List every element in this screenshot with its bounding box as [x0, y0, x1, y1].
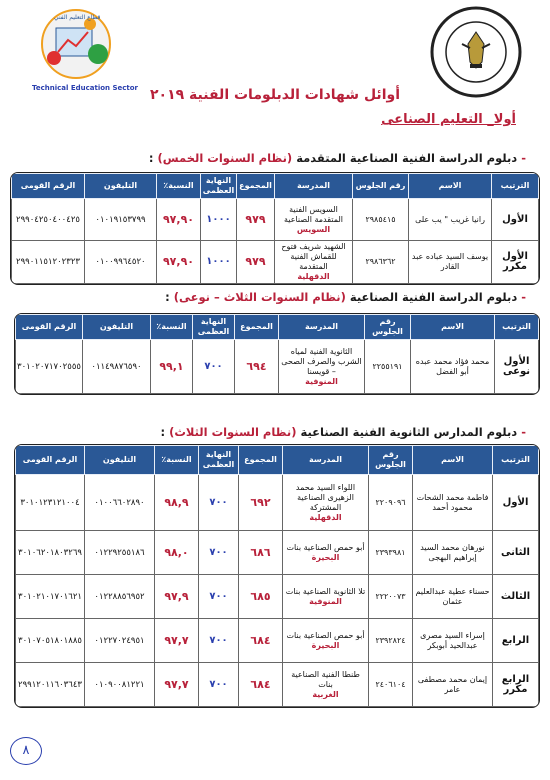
- results-table: [11, 173, 539, 284]
- table-header-row: [12, 174, 539, 199]
- table-header-row: [16, 315, 539, 340]
- governorate: السويس: [296, 224, 331, 234]
- table-row: [12, 241, 539, 284]
- col-total: المجموع: [237, 174, 275, 199]
- col-phone: التليفون: [85, 446, 155, 475]
- subsection-title-2: -دبلوم الدراسة الفنية الصناعية (نظام السنوات الثلاث – نوعى) :: [165, 290, 526, 304]
- max: ٧٠٠: [193, 340, 235, 394]
- student-name: فاطمة محمد الشحات محمود أحمد: [413, 475, 493, 531]
- phone: ٠١٠٠٩٩٦٤٥٢٠: [85, 241, 157, 284]
- school: أبو حمص الصناعية بنات البحيرة: [283, 619, 369, 663]
- col-total: المجموع: [239, 446, 283, 475]
- phone: ٠١٢٢٨٨٥٦٩٥٢: [85, 575, 155, 619]
- school: أبو حمص الصناعية بنات البحيرة: [283, 531, 369, 575]
- col-rank: الترتيب: [492, 174, 539, 199]
- school: الثانوية الفنية لمياه الشرب والصرف الصحى – قويسنا المنوفية: [279, 340, 365, 394]
- percentage: ٩٨,٠: [155, 531, 199, 575]
- rank: الأول: [493, 475, 539, 531]
- national-id: ٣٠١٠٦٢٠١٨٠٣٢٦٩: [16, 531, 85, 575]
- national-id: ٣٠١٠٧٠٥١٨٠١٨٨٥: [16, 619, 85, 663]
- seat-number: ٢٤٠٦١٠٤: [369, 663, 413, 707]
- phone: ٠١٠١٩١٥٣٧٩٩: [85, 199, 157, 241]
- col-school: المدرسة: [283, 446, 369, 475]
- results-table: [15, 314, 539, 394]
- total: ٦٨٤: [239, 663, 283, 707]
- max: ١٠٠٠: [201, 241, 237, 284]
- phone: ٠١٠٠٦٦٠٢٨٩٠: [85, 475, 155, 531]
- seat-number: ٢٢٠٩٠٩٦: [369, 475, 413, 531]
- total: ٦٨٤: [239, 619, 283, 663]
- col-phone: التليفون: [83, 315, 151, 340]
- national-id: ٣٠١٠٢٠٧١٧٠٢٥٥٥: [16, 340, 83, 394]
- school: السويس الفنية المتقدمة الصناعية السويس: [275, 199, 353, 241]
- rank: الأول: [492, 199, 539, 241]
- governorate: الدقهلية: [297, 272, 330, 281]
- phone: ٠١١٤٩٨٧٦٥٩٠: [83, 340, 151, 394]
- national-id: ٣٠١٠١٢٣١٢١٠٠٤: [16, 475, 85, 531]
- national-id: ٢٩٩١٢٠١١٦٠٣٦٤٣: [16, 663, 85, 707]
- col-pct: النسبة٪: [151, 315, 193, 340]
- school: اللواء السيد محمد الزهيرى الصناعية المشتركة الدقهلية: [283, 475, 369, 531]
- rank: الثانى: [493, 531, 539, 575]
- results-table: [15, 445, 539, 707]
- percentage: ٩٨,٩: [155, 475, 199, 531]
- col-name: الاسم: [411, 315, 495, 340]
- col-pct: النسبة٪: [157, 174, 201, 199]
- seat-number: ٢٣٩٣٩٨١: [369, 531, 413, 575]
- rank: الثالث: [493, 575, 539, 619]
- table-three-year: [14, 444, 540, 708]
- col-national-id: الرقم القومى: [16, 315, 83, 340]
- percentage: ٩٧,٩٠: [157, 199, 201, 241]
- max: ٧٠٠: [199, 619, 239, 663]
- seat-number: ٢٩٨٦٣٦٢: [353, 241, 409, 284]
- col-rank: الترتيب: [495, 315, 539, 340]
- col-max: النهاية العظمى: [193, 315, 235, 340]
- national-id: ٢٩٩٠٤٢٥٠٤٠٠٤٢٥: [12, 199, 85, 241]
- governorate: البحيرة: [311, 552, 340, 562]
- col-pct: النسبة٪: [155, 446, 199, 475]
- col-total: المجموع: [235, 315, 279, 340]
- student-name: حسناء عطية عبدالعليم عثمان: [413, 575, 493, 619]
- phone: ٠١٠٩٠٠٨١٢٢١: [85, 663, 155, 707]
- col-phone: التليفون: [85, 174, 157, 199]
- table-row: [16, 619, 539, 663]
- col-seat: رقم الجلوس: [365, 315, 411, 340]
- governorate: المنوفية: [309, 596, 342, 606]
- percentage: ٩٧,٩٠: [157, 241, 201, 284]
- rank: الأول نوعى: [495, 340, 539, 394]
- table-row: [16, 340, 539, 394]
- table-row: [16, 663, 539, 707]
- subsection-title-3: -دبلوم المدارس الثانوية الفنية الصناعية (نظام السنوات الثلاث) :: [160, 425, 526, 439]
- subsection-title-1: -دبلوم الدراسة الفنية الصناعية المتقدمة (نظام السنوات الخمس) :: [148, 151, 526, 165]
- logo-english-caption: Technical Education Sector: [32, 84, 138, 92]
- school: الشهيد شريف فتوح للقماش الفنية المتقدمة الدقهلية: [275, 241, 353, 284]
- col-national-id: الرقم القومى: [12, 174, 85, 199]
- col-national-id: الرقم القومى: [16, 446, 85, 475]
- student-name: إيمان محمد مصطفى عامر: [413, 663, 493, 707]
- table-five-year: [10, 172, 540, 285]
- school: تلا الثانوية الصناعية بنات المنوفية: [283, 575, 369, 619]
- total: ٩٧٩: [237, 199, 275, 241]
- student-name: نورهان محمد السيد إبراهيم البهجى: [413, 531, 493, 575]
- table-header-row: [16, 446, 539, 475]
- page-number: ٨: [10, 737, 42, 765]
- table-row: [16, 575, 539, 619]
- rank: الرابع: [493, 619, 539, 663]
- governorate: الغربية: [312, 689, 339, 699]
- school: طنطا الفنية الصناعية بنات الغربية: [283, 663, 369, 707]
- col-name: الاسم: [413, 446, 493, 475]
- col-school: المدرسة: [275, 174, 353, 199]
- rank: الرابع مكرر: [493, 663, 539, 707]
- col-rank: الترتيب: [493, 446, 539, 475]
- max: ٧٠٠: [199, 531, 239, 575]
- total: ٦٩٤: [235, 340, 279, 394]
- logo-arabic-caption: قطاع التعليم الفني: [54, 14, 101, 21]
- max: ٧٠٠: [199, 575, 239, 619]
- total: ٩٧٩: [237, 241, 275, 284]
- table-row: [16, 531, 539, 575]
- col-seat: رقم الجلوس: [369, 446, 413, 475]
- total: ٦٩٢: [239, 475, 283, 531]
- national-id: ٣٠١٠٢١٠١٧٠١٦٢١: [16, 575, 85, 619]
- phone: ٠١٢٢٧٠٢٤٩٥١: [85, 619, 155, 663]
- section-title: أولا_ التعليم الصناعى: [381, 112, 516, 127]
- table-row: [12, 199, 539, 241]
- percentage: ٩٧,٧: [155, 663, 199, 707]
- col-school: المدرسة: [279, 315, 365, 340]
- col-name: الاسم: [409, 174, 492, 199]
- total: ٦٨٦: [239, 531, 283, 575]
- rank: الأول مكرر: [492, 241, 539, 284]
- max: ٧٠٠: [199, 663, 239, 707]
- seat-number: ٢٢٢٠٠٧٣: [369, 575, 413, 619]
- percentage: ٩٧,٧: [155, 619, 199, 663]
- seat-number: ٢٢٥٥١٩١: [365, 340, 411, 394]
- table-three-year-specialized: [14, 313, 540, 395]
- governorate: الدقهلية: [309, 512, 342, 522]
- ministry-of-education-logo: [426, 4, 526, 100]
- student-name: محمد فؤاد محمد عبده أبو الفضل: [411, 340, 495, 394]
- student-name: رانيا غريب " يب على: [409, 199, 492, 241]
- table-row: [16, 475, 539, 531]
- seat-number: ٢٩٨٥٤١٥: [353, 199, 409, 241]
- phone: ٠١٢٢٩٢٥٥١٨٦: [85, 531, 155, 575]
- total: ٦٨٥: [239, 575, 283, 619]
- max: ٧٠٠: [199, 475, 239, 531]
- student-name: إسراء السيد مصرى عبدالحيد أبوبكر: [413, 619, 493, 663]
- col-max: النهاية العظمى: [201, 174, 237, 199]
- national-id: ٢٩٩٠١١٥١٢٠٢٣٢٣: [12, 241, 85, 284]
- governorate: البحيرة: [311, 640, 340, 650]
- page-title: أوائل شهادات الدبلومات الفنية ٢٠١٩: [150, 87, 400, 103]
- student-name: يوسف السيد عباده عبد القادر: [409, 241, 492, 284]
- percentage: ٩٩,١: [151, 340, 193, 394]
- seat-number: ٢٣٩٢٨٢٤: [369, 619, 413, 663]
- technical-education-sector-logo: [8, 6, 138, 94]
- col-max: النهاية العظمى: [199, 446, 239, 475]
- percentage: ٩٧,٩: [155, 575, 199, 619]
- col-seat: رقم الجلوس: [353, 174, 409, 199]
- max: ١٠٠٠: [201, 199, 237, 241]
- governorate: المنوفية: [305, 376, 338, 386]
